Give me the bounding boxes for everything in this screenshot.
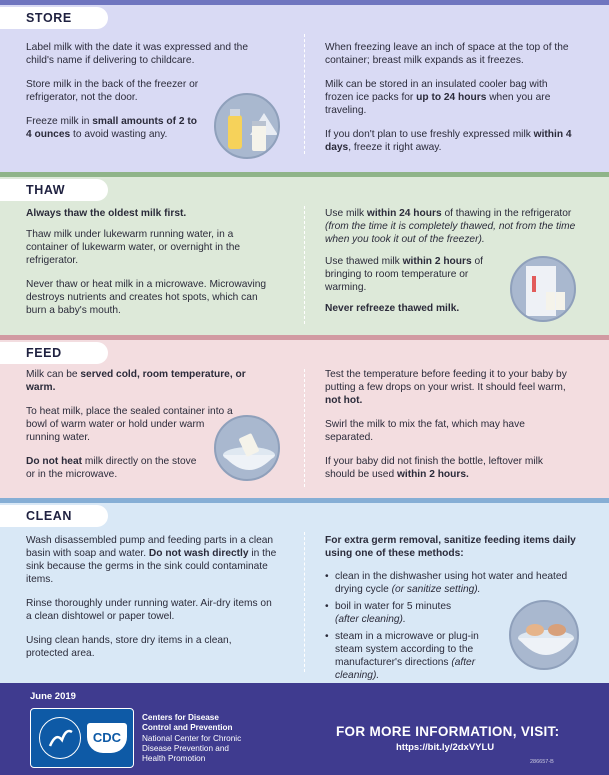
store-tip: When freezing leave an inch of space at the top of the container; breast milk expands as it freezes. [325,42,569,67]
clean-tip: Rinse thoroughly under running water. Air-dry items on a clean dishtowel or paper towel. [26,598,272,623]
thaw-tip-bold: Never refreeze thawed milk. [325,303,460,315]
organization-name: Centers for Disease Control and Prevention National Center for Chronic Disease Prevention and Health Promotion [142,713,242,763]
column-divider [304,369,305,487]
column-divider [304,34,305,154]
feed-tip: Milk can be served cold, room temperature, or warm. [26,369,246,394]
feed-tip: To heat milk, place the sealed container into a bowl of warm water or hold under warm running water. [26,406,233,444]
clean-sanitize-heading: For extra germ removal, sanitize feeding items daily using one of these methods: [325,535,576,560]
feed-section [0,335,609,498]
washing-basin-icon [509,600,579,670]
hhs-cdc-logo [30,708,134,768]
section-top-strip [0,335,609,340]
more-info-heading: FOR MORE INFORMATION, VISIT: [336,724,560,739]
hhs-seal-icon [39,717,81,759]
thaw-tip: Use milk within 24 hours of thawing in the refrigerator (from the time it is completely thawed, not from the time when you took it out of the freezer). [325,208,576,246]
thaw-left-column [26,207,276,328]
feed-tip: If your baby did not finish the bottle, leftover milk should be used within 2 hours. [325,456,544,481]
section-top-strip [0,0,609,5]
more-info-link[interactable]: https://bit.ly/2dxVYLU [396,742,495,753]
freezer-bottles-icon [214,93,280,159]
refrigerator-icon [510,256,576,322]
thaw-tip: Use thawed milk within 2 hours of bringing to room temperature or warming. [325,256,483,294]
clean-tip: Wash disassembled pump and feeding parts in a clean basin with soap and water. Do not wash directly in the sink because the germs in the sink could contaminate items. [26,535,277,586]
publish-date: June 2019 [30,691,76,702]
store-title: STORE [0,7,108,29]
section-top-strip [0,498,609,503]
clean-section [0,498,609,683]
feed-tip: Test the temperature before feeding it to your baby by putting a few drops on your wrist. It should feel warm, not hot. [325,369,567,407]
feed-tip: Do not heat milk directly on the stove or in the microwave. [26,456,197,481]
store-tip: Label milk with the date it was expressed and the child's name if delivering to childcare. [26,42,248,67]
thaw-tip: Thaw milk under lukewarm running water, in a container of lukewarm water, or overnight in the refrigerator. [26,229,241,267]
store-tip: Store milk in the back of the freezer or refrigerator, not the door. [26,79,199,104]
thaw-title: THAW [0,179,108,201]
list-item: • steam in a microwave or plug-in steam system according to the manufacturer's directions (after cleaning). [325,630,507,682]
thaw-tip: Never thaw or heat milk in a microwave. Microwaving destroys nutrients and creates hot spots, which can burn a baby's mouth. [26,279,267,317]
clean-tip: Using clean hands, store dry items in a clean, protected area. [26,635,232,660]
store-tip: Freeze milk in small amounts of 2 to 4 ounces to avoid wasting any. [26,116,197,141]
column-divider [304,206,305,324]
cdc-logo: CDC [87,723,127,753]
clean-left-column [26,534,288,671]
store-section [0,0,609,172]
store-tip: Milk can be stored in an insulated cooler bag with frozen ice packs for up to 24 hours when you are traveling. [325,79,551,117]
list-item: • boil in water for 5 minutes (after cleaning). [325,600,505,626]
store-right-column [325,41,593,165]
publication-code: 286657-B [530,759,554,765]
clean-title: CLEAN [0,505,108,527]
thaw-section [0,172,609,335]
feed-tip: Swirl the milk to mix the fat, which may have separated. [325,419,525,444]
list-item: • clean in the dishwasher using hot water and heated drying cycle (or sanitize setting). [325,570,575,596]
thaw-tip-bold: Always thaw the oldest milk first. [26,208,187,219]
column-divider [304,532,305,672]
feed-title: FEED [0,342,108,364]
footer [0,683,609,775]
feed-right-column [325,368,593,492]
warm-water-bowl-icon [214,415,280,481]
store-tip: If you don't plan to use freshly expressed milk within 4 days, freeze it right away. [325,129,572,154]
section-top-strip [0,172,609,177]
